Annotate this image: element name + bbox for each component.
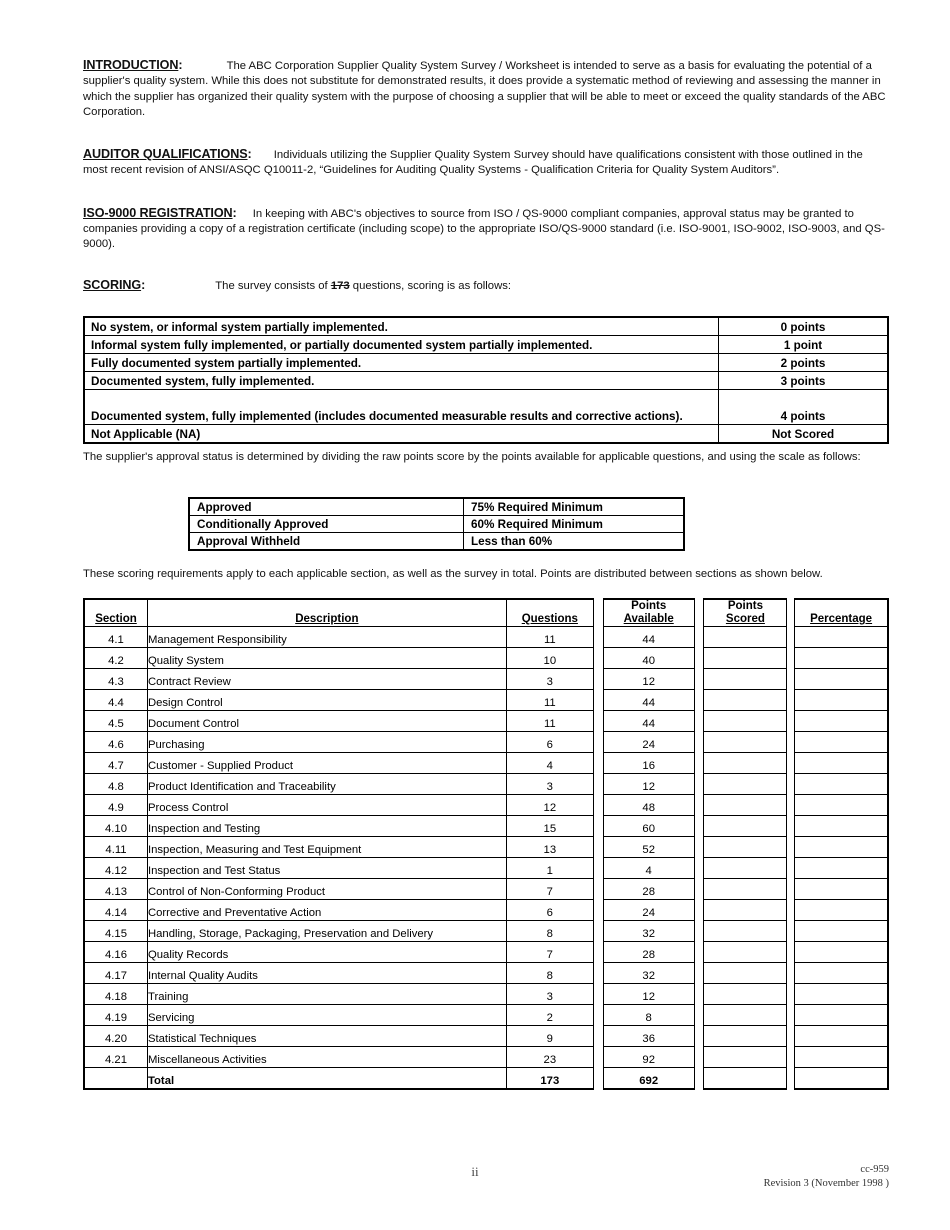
sections-points-table-wrapper xyxy=(83,598,889,1090)
row-percentage-input[interactable] xyxy=(795,879,888,900)
total-section xyxy=(84,1068,147,1090)
row-description: Design Control xyxy=(147,690,506,711)
approval-status: Approval Withheld xyxy=(189,533,464,551)
column-gap xyxy=(593,711,603,732)
row-points-available: 32 xyxy=(603,963,694,984)
column-gap xyxy=(787,1068,795,1090)
row-questions: 3 xyxy=(506,669,593,690)
row-points-available: 4 xyxy=(603,858,694,879)
column-gap xyxy=(593,879,603,900)
column-gap xyxy=(787,963,795,984)
column-gap xyxy=(694,753,704,774)
introduction-body: The ABC Corporation Supplier Quality System Survey / Worksheet is intended to serve as a basis for evaluating the potential of a supplier's quality system. While this does not substitute for demonstrated results, it does provide a systematic method of reviewing and assessing the manner in which the supplier has organized their quality system with the purpose of choosing a supplier that will be able to meet or exceed the quality standards of the ABC Corporation. xyxy=(83,60,886,118)
row-points-scored-input[interactable] xyxy=(704,921,787,942)
row-section: 4.1 xyxy=(84,627,147,648)
scoring-criterion: Documented system, fully implemented (includes documented measurable results and corrective actions). xyxy=(84,390,719,425)
row-questions: 3 xyxy=(506,984,593,1005)
row-percentage-input[interactable] xyxy=(795,690,888,711)
document-footer-right xyxy=(764,1163,889,1191)
row-percentage-input[interactable] xyxy=(795,942,888,963)
row-section: 4.16 xyxy=(84,942,147,963)
column-gap xyxy=(694,963,704,984)
approval-status: Approved xyxy=(189,498,464,516)
row-section: 4.6 xyxy=(84,732,147,753)
row-section: 4.5 xyxy=(84,711,147,732)
row-points-scored-input[interactable] xyxy=(704,1005,787,1026)
introduction-heading: INTRODUCTION xyxy=(83,58,179,72)
spacer-3 xyxy=(83,253,889,278)
column-gap xyxy=(787,648,795,669)
introduction-colon: : xyxy=(178,58,183,72)
scoring-criterion: No system, or informal system partially implemented. xyxy=(84,317,719,336)
table-row xyxy=(84,921,888,942)
row-questions: 2 xyxy=(506,1005,593,1026)
row-points-available: 48 xyxy=(603,795,694,816)
column-gap xyxy=(787,627,795,648)
total-points-available: 692 xyxy=(603,1068,694,1090)
row-percentage-input[interactable] xyxy=(795,900,888,921)
total-percentage[interactable] xyxy=(795,1068,888,1090)
row-description: Servicing xyxy=(147,1005,506,1026)
row-points-scored-input[interactable] xyxy=(704,627,787,648)
column-gap xyxy=(787,774,795,795)
table-row xyxy=(84,372,888,390)
auditor-qualifications-colon: : xyxy=(247,147,252,162)
row-percentage-input[interactable] xyxy=(795,753,888,774)
table-row xyxy=(189,516,684,533)
iso-registration-heading: ISO-9000 REGISTRATION xyxy=(83,205,233,220)
row-description: Training xyxy=(147,984,506,1005)
scoring-points: 0 points xyxy=(719,317,889,336)
column-gap xyxy=(787,599,795,627)
row-percentage-input[interactable] xyxy=(795,1026,888,1047)
row-percentage-input[interactable] xyxy=(795,837,888,858)
scoring-points: 3 points xyxy=(719,372,889,390)
approval-status-table-wrapper xyxy=(188,497,685,551)
scoring-heading: SCORING xyxy=(83,277,142,292)
column-gap xyxy=(593,921,603,942)
column-gap xyxy=(787,858,795,879)
table-row xyxy=(84,425,888,444)
column-gap xyxy=(694,732,704,753)
column-gap xyxy=(787,900,795,921)
column-gap xyxy=(787,942,795,963)
column-gap xyxy=(593,1005,603,1026)
table-row xyxy=(189,533,684,551)
approval-intro-paragraph: The supplier's approval status is determined by dividing the raw points score by the points available for applicable questions, and using the scale as follows: xyxy=(83,451,861,463)
row-percentage-input[interactable] xyxy=(795,858,888,879)
row-description: Control of Non-Conforming Product xyxy=(147,879,506,900)
scoring-criterion: Fully documented system partially implemented. xyxy=(84,354,719,372)
row-points-scored-input[interactable] xyxy=(704,879,787,900)
row-description: Quality System xyxy=(147,648,506,669)
column-gap xyxy=(694,1068,704,1090)
distribution-intro-paragraph: These scoring requirements apply to each applicable section, as well as the survey in total. Points are distributed between sections as shown below. xyxy=(83,568,823,580)
scoring-intro-after: questions, scoring is as follows: xyxy=(349,279,512,292)
column-gap xyxy=(593,963,603,984)
page-number-footer: ii xyxy=(471,1164,479,1179)
row-points-scored-input[interactable] xyxy=(704,816,787,837)
row-questions: 12 xyxy=(506,795,593,816)
row-points-available: 16 xyxy=(603,753,694,774)
column-gap xyxy=(787,753,795,774)
scoring-points: 2 points xyxy=(719,354,889,372)
row-points-available: 28 xyxy=(603,942,694,963)
scoring-points: Not Scored xyxy=(719,425,889,444)
column-gap xyxy=(787,669,795,690)
row-section: 4.17 xyxy=(84,963,147,984)
section-scoring xyxy=(83,278,889,294)
column-gap xyxy=(694,690,704,711)
row-description: Handling, Storage, Packaging, Preservation and Delivery xyxy=(147,921,506,942)
table-row xyxy=(84,711,888,732)
column-gap xyxy=(787,732,795,753)
row-section: 4.21 xyxy=(84,1047,147,1068)
row-questions: 23 xyxy=(506,1047,593,1068)
row-points-available: 12 xyxy=(603,984,694,1005)
column-gap xyxy=(593,984,603,1005)
scoring-colon: : xyxy=(141,277,146,292)
row-questions: 11 xyxy=(506,627,593,648)
table-row xyxy=(84,858,888,879)
iso-registration-colon: : xyxy=(232,205,237,220)
row-section: 4.2 xyxy=(84,648,147,669)
header-description: Description xyxy=(147,599,506,627)
row-percentage-input[interactable] xyxy=(795,816,888,837)
row-questions: 13 xyxy=(506,837,593,858)
header-points-scored-line2: Scored xyxy=(725,613,765,625)
row-points-scored-input[interactable] xyxy=(704,669,787,690)
table-row xyxy=(84,795,888,816)
row-percentage-input[interactable] xyxy=(795,795,888,816)
row-questions: 10 xyxy=(506,648,593,669)
column-gap xyxy=(593,627,603,648)
column-gap xyxy=(694,879,704,900)
total-label: Total xyxy=(147,1068,506,1090)
scoring-criterion: Documented system, fully implemented. xyxy=(84,372,719,390)
scoring-criterion: Not Applicable (NA) xyxy=(84,425,719,444)
scoring-intro-before: The survey consists of xyxy=(215,279,331,292)
header-points-scored xyxy=(704,599,787,627)
row-percentage-input[interactable] xyxy=(795,627,888,648)
table-row xyxy=(84,984,888,1005)
column-gap xyxy=(593,858,603,879)
row-description: Inspection and Testing xyxy=(147,816,506,837)
table-row xyxy=(189,498,684,516)
row-description: Process Control xyxy=(147,795,506,816)
table-row xyxy=(84,317,888,336)
column-gap xyxy=(593,648,603,669)
row-points-scored-input[interactable] xyxy=(704,690,787,711)
row-questions: 15 xyxy=(506,816,593,837)
row-points-scored-input[interactable] xyxy=(704,732,787,753)
row-points-available: 44 xyxy=(603,690,694,711)
column-gap xyxy=(593,599,603,627)
row-points-available: 92 xyxy=(603,1047,694,1068)
row-percentage-input[interactable] xyxy=(795,963,888,984)
column-gap xyxy=(787,816,795,837)
row-percentage-input[interactable] xyxy=(795,648,888,669)
iso-registration-body: In keeping with ABC's objectives to source from ISO / QS-9000 compliant companies, approval status may be granted to companies providing a copy of a registration certificate (including scope) to the appropriate ISO/QS-9000 standard (i.e. ISO-9001, ISO-9002, ISO-9003, and QS-9000). xyxy=(83,207,885,251)
total-questions: 173 xyxy=(506,1068,593,1090)
row-section: 4.3 xyxy=(84,669,147,690)
row-points-scored-input[interactable] xyxy=(704,648,787,669)
table-row xyxy=(84,1047,888,1068)
column-gap xyxy=(787,1005,795,1026)
row-points-scored-input[interactable] xyxy=(704,858,787,879)
row-description: Inspection, Measuring and Test Equipment xyxy=(147,837,506,858)
row-points-available: 28 xyxy=(603,879,694,900)
sections-points-table xyxy=(83,598,889,1090)
table-row xyxy=(84,648,888,669)
spacer-2 xyxy=(83,179,889,206)
header-points-available-line2: Available xyxy=(623,613,674,625)
column-gap xyxy=(694,774,704,795)
row-section: 4.13 xyxy=(84,879,147,900)
row-points-scored-input[interactable] xyxy=(704,1047,787,1068)
row-section: 4.14 xyxy=(84,900,147,921)
row-section: 4.20 xyxy=(84,1026,147,1047)
row-points-scored-input[interactable] xyxy=(704,1026,787,1047)
table-row xyxy=(84,336,888,354)
table-row xyxy=(84,627,888,648)
column-gap xyxy=(787,795,795,816)
table-row xyxy=(84,963,888,984)
table-row xyxy=(84,837,888,858)
row-section: 4.4 xyxy=(84,690,147,711)
column-gap xyxy=(593,816,603,837)
column-gap xyxy=(787,1026,795,1047)
header-points-available-line1: Points xyxy=(631,600,667,612)
row-questions: 3 xyxy=(506,774,593,795)
header-points-scored-line1: Points xyxy=(727,600,763,612)
row-description: Quality Records xyxy=(147,942,506,963)
row-description: Internal Quality Audits xyxy=(147,963,506,984)
column-gap xyxy=(787,984,795,1005)
row-description: Inspection and Test Status xyxy=(147,858,506,879)
header-percentage: Percentage xyxy=(795,599,888,627)
row-points-available: 36 xyxy=(603,1026,694,1047)
row-percentage-input[interactable] xyxy=(795,1047,888,1068)
scoring-question-count: 173 xyxy=(330,279,350,292)
column-gap xyxy=(694,1026,704,1047)
row-percentage-input[interactable] xyxy=(795,774,888,795)
table-row xyxy=(84,816,888,837)
approval-requirement: 75% Required Minimum xyxy=(464,498,685,516)
header-questions: Questions xyxy=(506,599,593,627)
row-points-scored-input[interactable] xyxy=(704,753,787,774)
column-gap xyxy=(694,921,704,942)
row-description: Document Control xyxy=(147,711,506,732)
column-gap xyxy=(593,1026,603,1047)
column-gap xyxy=(694,711,704,732)
row-description: Contract Review xyxy=(147,669,506,690)
row-questions: 7 xyxy=(506,879,593,900)
column-gap xyxy=(593,942,603,963)
column-gap xyxy=(593,1047,603,1068)
section-introduction xyxy=(83,58,889,120)
table-total-row xyxy=(84,1068,888,1090)
row-points-scored-input[interactable] xyxy=(704,942,787,963)
row-section: 4.15 xyxy=(84,921,147,942)
row-points-available: 52 xyxy=(603,837,694,858)
column-gap xyxy=(593,900,603,921)
column-gap xyxy=(694,984,704,1005)
table-row xyxy=(84,732,888,753)
row-points-scored-input[interactable] xyxy=(704,774,787,795)
row-questions: 6 xyxy=(506,732,593,753)
section-auditor-qualifications xyxy=(83,147,889,179)
total-points-scored[interactable] xyxy=(704,1068,787,1090)
row-points-available: 12 xyxy=(603,669,694,690)
row-points-scored-input[interactable] xyxy=(704,984,787,1005)
auditor-qualifications-body: Individuals utilizing the Supplier Quality System Survey should have qualifications consistent with those outlined in the most recent revision of ANSI/ASQC Q10011-2, “Guidelines for Auditing Quality Systems - Qualification Criteria for Quality System Auditors”. xyxy=(83,149,863,177)
row-points-scored-input[interactable] xyxy=(704,963,787,984)
column-gap xyxy=(593,690,603,711)
row-percentage-input[interactable] xyxy=(795,732,888,753)
row-points-available: 8 xyxy=(603,1005,694,1026)
column-gap xyxy=(593,669,603,690)
column-gap xyxy=(787,1047,795,1068)
column-gap xyxy=(593,1068,603,1090)
row-percentage-input[interactable] xyxy=(795,669,888,690)
column-gap xyxy=(787,879,795,900)
document-body xyxy=(83,58,889,294)
row-points-available: 32 xyxy=(603,921,694,942)
table-row xyxy=(84,900,888,921)
section-iso-registration xyxy=(83,206,889,253)
row-section: 4.19 xyxy=(84,1005,147,1026)
row-questions: 4 xyxy=(506,753,593,774)
table-row xyxy=(84,1005,888,1026)
approval-requirement: 60% Required Minimum xyxy=(464,516,685,533)
row-points-available: 40 xyxy=(603,648,694,669)
row-questions: 8 xyxy=(506,963,593,984)
column-gap xyxy=(694,900,704,921)
scoring-points: 4 points xyxy=(719,390,889,425)
row-section: 4.11 xyxy=(84,837,147,858)
row-points-available: 12 xyxy=(603,774,694,795)
table-row xyxy=(84,753,888,774)
column-gap xyxy=(694,648,704,669)
row-questions: 7 xyxy=(506,942,593,963)
auditor-qualifications-heading: AUDITOR QUALIFICATIONS xyxy=(83,147,248,162)
row-percentage-input[interactable] xyxy=(795,984,888,1005)
table-row xyxy=(84,669,888,690)
doc-revision: Revision 3 (November 1998 ) xyxy=(763,1178,889,1189)
row-description: Purchasing xyxy=(147,732,506,753)
column-gap xyxy=(593,837,603,858)
table-row xyxy=(84,942,888,963)
row-points-scored-input[interactable] xyxy=(704,795,787,816)
table-row xyxy=(84,1026,888,1047)
column-gap xyxy=(694,858,704,879)
column-gap xyxy=(694,627,704,648)
table-row xyxy=(84,390,888,425)
column-gap xyxy=(694,1005,704,1026)
row-description: Management Responsibility xyxy=(147,627,506,648)
column-gap xyxy=(694,599,704,627)
column-gap xyxy=(694,816,704,837)
scoring-points: 1 point xyxy=(719,336,889,354)
row-points-available: 44 xyxy=(603,627,694,648)
column-gap xyxy=(787,711,795,732)
approval-requirement: Less than 60% xyxy=(464,533,685,551)
row-description: Product Identification and Traceability xyxy=(147,774,506,795)
row-section: 4.12 xyxy=(84,858,147,879)
row-questions: 6 xyxy=(506,900,593,921)
row-questions: 11 xyxy=(506,690,593,711)
doc-code: cc-959 xyxy=(860,1164,889,1175)
column-gap xyxy=(787,837,795,858)
approval-status-table xyxy=(188,497,685,551)
row-questions: 8 xyxy=(506,921,593,942)
row-points-scored-input[interactable] xyxy=(704,900,787,921)
column-gap xyxy=(694,795,704,816)
scoring-criteria-table-wrapper xyxy=(83,316,889,444)
column-gap xyxy=(787,690,795,711)
row-questions: 11 xyxy=(506,711,593,732)
row-points-available: 44 xyxy=(603,711,694,732)
row-points-scored-input[interactable] xyxy=(704,711,787,732)
row-points-available: 60 xyxy=(603,816,694,837)
column-gap xyxy=(593,732,603,753)
table-header-row xyxy=(84,599,888,627)
row-description: Corrective and Preventative Action xyxy=(147,900,506,921)
row-description: Statistical Techniques xyxy=(147,1026,506,1047)
row-questions: 1 xyxy=(506,858,593,879)
row-points-scored-input[interactable] xyxy=(704,837,787,858)
row-points-available: 24 xyxy=(603,732,694,753)
table-row xyxy=(84,879,888,900)
row-percentage-input[interactable] xyxy=(795,921,888,942)
row-section: 4.9 xyxy=(84,795,147,816)
column-gap xyxy=(694,837,704,858)
row-percentage-input[interactable] xyxy=(795,1005,888,1026)
scoring-criteria-table xyxy=(83,316,889,444)
column-gap xyxy=(787,921,795,942)
column-gap xyxy=(593,774,603,795)
header-section: Section xyxy=(84,599,147,627)
column-gap xyxy=(694,1047,704,1068)
column-gap xyxy=(694,942,704,963)
table-row xyxy=(84,774,888,795)
row-section: 4.18 xyxy=(84,984,147,1005)
scoring-criterion: Informal system fully implemented, or partially documented system partially implemented. xyxy=(84,336,719,354)
row-description: Customer - Supplied Product xyxy=(147,753,506,774)
table-row xyxy=(84,690,888,711)
row-section: 4.8 xyxy=(84,774,147,795)
column-gap xyxy=(694,669,704,690)
table-row xyxy=(84,354,888,372)
row-section: 4.7 xyxy=(84,753,147,774)
spacer-1 xyxy=(83,120,889,147)
column-gap xyxy=(593,795,603,816)
row-points-available: 24 xyxy=(603,900,694,921)
approval-status: Conditionally Approved xyxy=(189,516,464,533)
row-description: Miscellaneous Activities xyxy=(147,1047,506,1068)
row-section: 4.10 xyxy=(84,816,147,837)
header-points-available xyxy=(603,599,694,627)
row-questions: 9 xyxy=(506,1026,593,1047)
column-gap xyxy=(593,753,603,774)
row-percentage-input[interactable] xyxy=(795,711,888,732)
